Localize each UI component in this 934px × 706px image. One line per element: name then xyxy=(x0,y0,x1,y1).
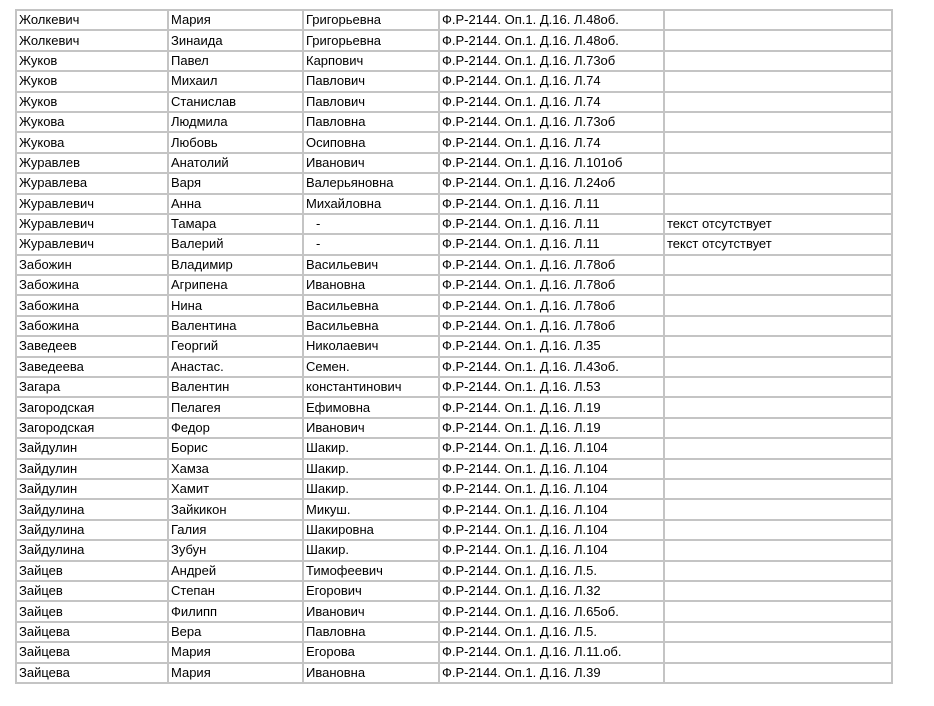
patronymic-cell: Павловна xyxy=(304,623,440,643)
surname-cell: Журавлевич xyxy=(17,235,169,255)
table-row xyxy=(17,480,893,500)
first-name-cell: Михаил xyxy=(169,72,304,92)
patronymic-cell: Иванович xyxy=(304,154,440,174)
note-cell xyxy=(665,398,893,418)
patronymic-cell: Валерьяновна xyxy=(304,174,440,194)
note-cell xyxy=(665,11,893,31)
table-row xyxy=(17,276,893,296)
archive-reference-cell: Ф.Р-2144. Оп.1. Д.16. Л.73об xyxy=(440,113,665,133)
surname-cell: Забожин xyxy=(17,256,169,276)
surname-cell: Зайцева xyxy=(17,643,169,663)
table-row xyxy=(17,398,893,418)
note-cell xyxy=(665,664,893,684)
first-name-cell: Пелагея xyxy=(169,398,304,418)
surname-cell: Журавлевич xyxy=(17,215,169,235)
archive-reference-cell: Ф.Р-2144. Оп.1. Д.16. Л.32 xyxy=(440,582,665,602)
records-table xyxy=(15,9,893,684)
note-cell xyxy=(665,582,893,602)
surname-cell: Забожина xyxy=(17,276,169,296)
table-row xyxy=(17,195,893,215)
table-row xyxy=(17,541,893,561)
table-row xyxy=(17,337,893,357)
first-name-cell: Мария xyxy=(169,11,304,31)
patronymic-cell: Ивановна xyxy=(304,664,440,684)
archive-reference-cell: Ф.Р-2144. Оп.1. Д.16. Л.53 xyxy=(440,378,665,398)
patronymic-cell: Шакир. xyxy=(304,460,440,480)
patronymic-cell: Васильевна xyxy=(304,317,440,337)
table-row xyxy=(17,623,893,643)
table-row xyxy=(17,664,893,684)
patronymic-cell: Павлович xyxy=(304,93,440,113)
note-cell xyxy=(665,500,893,520)
note-cell: текст отсутствует xyxy=(665,235,893,255)
table-row xyxy=(17,582,893,602)
table-row xyxy=(17,93,893,113)
archive-reference-cell: Ф.Р-2144. Оп.1. Д.16. Л.48об. xyxy=(440,11,665,31)
archive-reference-cell: Ф.Р-2144. Оп.1. Д.16. Л.104 xyxy=(440,480,665,500)
note-cell xyxy=(665,562,893,582)
first-name-cell: Зайкикон xyxy=(169,500,304,520)
patronymic-cell: Семен. xyxy=(304,358,440,378)
first-name-cell: Нина xyxy=(169,296,304,316)
archive-reference-cell: Ф.Р-2144. Оп.1. Д.16. Л.11 xyxy=(440,215,665,235)
patronymic-cell: Иванович xyxy=(304,419,440,439)
archive-reference-cell: Ф.Р-2144. Оп.1. Д.16. Л.73об xyxy=(440,52,665,72)
archive-reference-cell: Ф.Р-2144. Оп.1. Д.16. Л.104 xyxy=(440,500,665,520)
archive-reference-cell: Ф.Р-2144. Оп.1. Д.16. Л.19 xyxy=(440,419,665,439)
note-cell xyxy=(665,541,893,561)
table-row xyxy=(17,439,893,459)
table-row xyxy=(17,460,893,480)
first-name-cell: Валентин xyxy=(169,378,304,398)
surname-cell: Жукова xyxy=(17,133,169,153)
archive-reference-cell: Ф.Р-2144. Оп.1. Д.16. Л.104 xyxy=(440,521,665,541)
first-name-cell: Галия xyxy=(169,521,304,541)
patronymic-cell: Шакир. xyxy=(304,541,440,561)
patronymic-cell: константинович xyxy=(304,378,440,398)
patronymic-cell: Павловна xyxy=(304,113,440,133)
archive-reference-cell: Ф.Р-2144. Оп.1. Д.16. Л.104 xyxy=(440,541,665,561)
archive-reference-cell: Ф.Р-2144. Оп.1. Д.16. Л.65об. xyxy=(440,602,665,622)
archive-reference-cell: Ф.Р-2144. Оп.1. Д.16. Л.35 xyxy=(440,337,665,357)
patronymic-cell: Васильевич xyxy=(304,256,440,276)
archive-reference-cell: Ф.Р-2144. Оп.1. Д.16. Л.43об. xyxy=(440,358,665,378)
first-name-cell: Борис xyxy=(169,439,304,459)
archive-reference-cell: Ф.Р-2144. Оп.1. Д.16. Л.74 xyxy=(440,133,665,153)
note-cell xyxy=(665,93,893,113)
archive-reference-cell: Ф.Р-2144. Оп.1. Д.16. Л.78об xyxy=(440,317,665,337)
table-row xyxy=(17,174,893,194)
note-cell: текст отсутствует xyxy=(665,215,893,235)
surname-cell: Жуков xyxy=(17,72,169,92)
first-name-cell: Георгий xyxy=(169,337,304,357)
surname-cell: Жолкевич xyxy=(17,31,169,51)
surname-cell: Зайцева xyxy=(17,664,169,684)
surname-cell: Жукова xyxy=(17,113,169,133)
first-name-cell: Владимир xyxy=(169,256,304,276)
first-name-cell: Филипп xyxy=(169,602,304,622)
first-name-cell: Варя xyxy=(169,174,304,194)
patronymic-cell: Шакир. xyxy=(304,480,440,500)
surname-cell: Зайдулина xyxy=(17,500,169,520)
note-cell xyxy=(665,480,893,500)
patronymic-cell: - xyxy=(304,215,440,235)
archive-reference-cell: Ф.Р-2144. Оп.1. Д.16. Л.5. xyxy=(440,623,665,643)
first-name-cell: Людмила xyxy=(169,113,304,133)
patronymic-cell: Осиповна xyxy=(304,133,440,153)
first-name-cell: Зинаида xyxy=(169,31,304,51)
patronymic-cell: Шакировна xyxy=(304,521,440,541)
first-name-cell: Федор xyxy=(169,419,304,439)
surname-cell: Зайцев xyxy=(17,582,169,602)
first-name-cell: Степан xyxy=(169,582,304,602)
table-row xyxy=(17,358,893,378)
table-row xyxy=(17,256,893,276)
surname-cell: Зайдулин xyxy=(17,460,169,480)
first-name-cell: Хамит xyxy=(169,480,304,500)
table-row xyxy=(17,296,893,316)
first-name-cell: Станислав xyxy=(169,93,304,113)
surname-cell: Забожина xyxy=(17,317,169,337)
patronymic-cell: Егорова xyxy=(304,643,440,663)
archive-reference-cell: Ф.Р-2144. Оп.1. Д.16. Л.101об xyxy=(440,154,665,174)
patronymic-cell: Тимофеевич xyxy=(304,562,440,582)
patronymic-cell: Карпович xyxy=(304,52,440,72)
first-name-cell: Любовь xyxy=(169,133,304,153)
archive-reference-cell: Ф.Р-2144. Оп.1. Д.16. Л.74 xyxy=(440,93,665,113)
note-cell xyxy=(665,460,893,480)
archive-reference-cell: Ф.Р-2144. Оп.1. Д.16. Л.11.об. xyxy=(440,643,665,663)
first-name-cell: Вера xyxy=(169,623,304,643)
patronymic-cell: Шакир. xyxy=(304,439,440,459)
first-name-cell: Валерий xyxy=(169,235,304,255)
surname-cell: Зайдулин xyxy=(17,480,169,500)
patronymic-cell: Михайловна xyxy=(304,195,440,215)
table-row xyxy=(17,378,893,398)
surname-cell: Зайцев xyxy=(17,562,169,582)
note-cell xyxy=(665,296,893,316)
note-cell xyxy=(665,602,893,622)
archive-reference-cell: Ф.Р-2144. Оп.1. Д.16. Л.11 xyxy=(440,235,665,255)
note-cell xyxy=(665,623,893,643)
surname-cell: Зайцева xyxy=(17,623,169,643)
surname-cell: Зайдулина xyxy=(17,541,169,561)
note-cell xyxy=(665,72,893,92)
patronymic-cell: Николаевич xyxy=(304,337,440,357)
surname-cell: Заведеева xyxy=(17,358,169,378)
table-row xyxy=(17,419,893,439)
table-row xyxy=(17,11,893,31)
patronymic-cell: - xyxy=(304,235,440,255)
surname-cell: Жуков xyxy=(17,52,169,72)
surname-cell: Загара xyxy=(17,378,169,398)
surname-cell: Журавлева xyxy=(17,174,169,194)
patronymic-cell: Григорьевна xyxy=(304,11,440,31)
table-row xyxy=(17,215,893,235)
table-row xyxy=(17,235,893,255)
archive-reference-cell: Ф.Р-2144. Оп.1. Д.16. Л.19 xyxy=(440,398,665,418)
note-cell xyxy=(665,52,893,72)
archive-reference-cell: Ф.Р-2144. Оп.1. Д.16. Л.39 xyxy=(440,664,665,684)
table-row xyxy=(17,52,893,72)
first-name-cell: Валентина xyxy=(169,317,304,337)
archive-reference-cell: Ф.Р-2144. Оп.1. Д.16. Л.48об. xyxy=(440,31,665,51)
note-cell xyxy=(665,521,893,541)
first-name-cell: Тамара xyxy=(169,215,304,235)
note-cell xyxy=(665,337,893,357)
surname-cell: Загородская xyxy=(17,419,169,439)
table-row xyxy=(17,31,893,51)
table-row xyxy=(17,602,893,622)
note-cell xyxy=(665,174,893,194)
patronymic-cell: Иванович xyxy=(304,602,440,622)
note-cell xyxy=(665,358,893,378)
note-cell xyxy=(665,154,893,174)
surname-cell: Загородская xyxy=(17,398,169,418)
surname-cell: Жолкевич xyxy=(17,11,169,31)
table-row xyxy=(17,317,893,337)
archive-reference-cell: Ф.Р-2144. Оп.1. Д.16. Л.104 xyxy=(440,439,665,459)
note-cell xyxy=(665,419,893,439)
note-cell xyxy=(665,317,893,337)
surname-cell: Зайцев xyxy=(17,602,169,622)
note-cell xyxy=(665,643,893,663)
patronymic-cell: Васильевна xyxy=(304,296,440,316)
note-cell xyxy=(665,256,893,276)
archive-reference-cell: Ф.Р-2144. Оп.1. Д.16. Л.104 xyxy=(440,460,665,480)
table-row xyxy=(17,113,893,133)
surname-cell: Зайдулина xyxy=(17,521,169,541)
first-name-cell: Хамза xyxy=(169,460,304,480)
records-table-body xyxy=(17,11,893,684)
note-cell xyxy=(665,133,893,153)
surname-cell: Забожина xyxy=(17,296,169,316)
surname-cell: Зайдулин xyxy=(17,439,169,459)
patronymic-cell: Григорьевна xyxy=(304,31,440,51)
surname-cell: Жуков xyxy=(17,93,169,113)
surname-cell: Заведеев xyxy=(17,337,169,357)
table-row xyxy=(17,154,893,174)
patronymic-cell: Егорович xyxy=(304,582,440,602)
patronymic-cell: Павлович xyxy=(304,72,440,92)
first-name-cell: Мария xyxy=(169,643,304,663)
surname-cell: Журавлевич xyxy=(17,195,169,215)
first-name-cell: Мария xyxy=(169,664,304,684)
first-name-cell: Анатолий xyxy=(169,154,304,174)
archive-reference-cell: Ф.Р-2144. Оп.1. Д.16. Л.78об xyxy=(440,256,665,276)
note-cell xyxy=(665,31,893,51)
archive-reference-cell: Ф.Р-2144. Оп.1. Д.16. Л.78об xyxy=(440,296,665,316)
note-cell xyxy=(665,276,893,296)
archive-reference-cell: Ф.Р-2144. Оп.1. Д.16. Л.78об xyxy=(440,276,665,296)
table-row xyxy=(17,521,893,541)
first-name-cell: Анна xyxy=(169,195,304,215)
first-name-cell: Агрипена xyxy=(169,276,304,296)
note-cell xyxy=(665,378,893,398)
patronymic-cell: Ивановна xyxy=(304,276,440,296)
table-row xyxy=(17,72,893,92)
first-name-cell: Зубун xyxy=(169,541,304,561)
archive-reference-cell: Ф.Р-2144. Оп.1. Д.16. Л.11 xyxy=(440,195,665,215)
first-name-cell: Андрей xyxy=(169,562,304,582)
note-cell xyxy=(665,113,893,133)
patronymic-cell: Ефимовна xyxy=(304,398,440,418)
table-row xyxy=(17,643,893,663)
archive-reference-cell: Ф.Р-2144. Оп.1. Д.16. Л.24об xyxy=(440,174,665,194)
table-row xyxy=(17,133,893,153)
first-name-cell: Павел xyxy=(169,52,304,72)
note-cell xyxy=(665,439,893,459)
archive-reference-cell: Ф.Р-2144. Оп.1. Д.16. Л.74 xyxy=(440,72,665,92)
surname-cell: Журавлев xyxy=(17,154,169,174)
note-cell xyxy=(665,195,893,215)
patronymic-cell: Микуш. xyxy=(304,500,440,520)
first-name-cell: Анастас. xyxy=(169,358,304,378)
table-row xyxy=(17,500,893,520)
table-row xyxy=(17,562,893,582)
archive-reference-cell: Ф.Р-2144. Оп.1. Д.16. Л.5. xyxy=(440,562,665,582)
